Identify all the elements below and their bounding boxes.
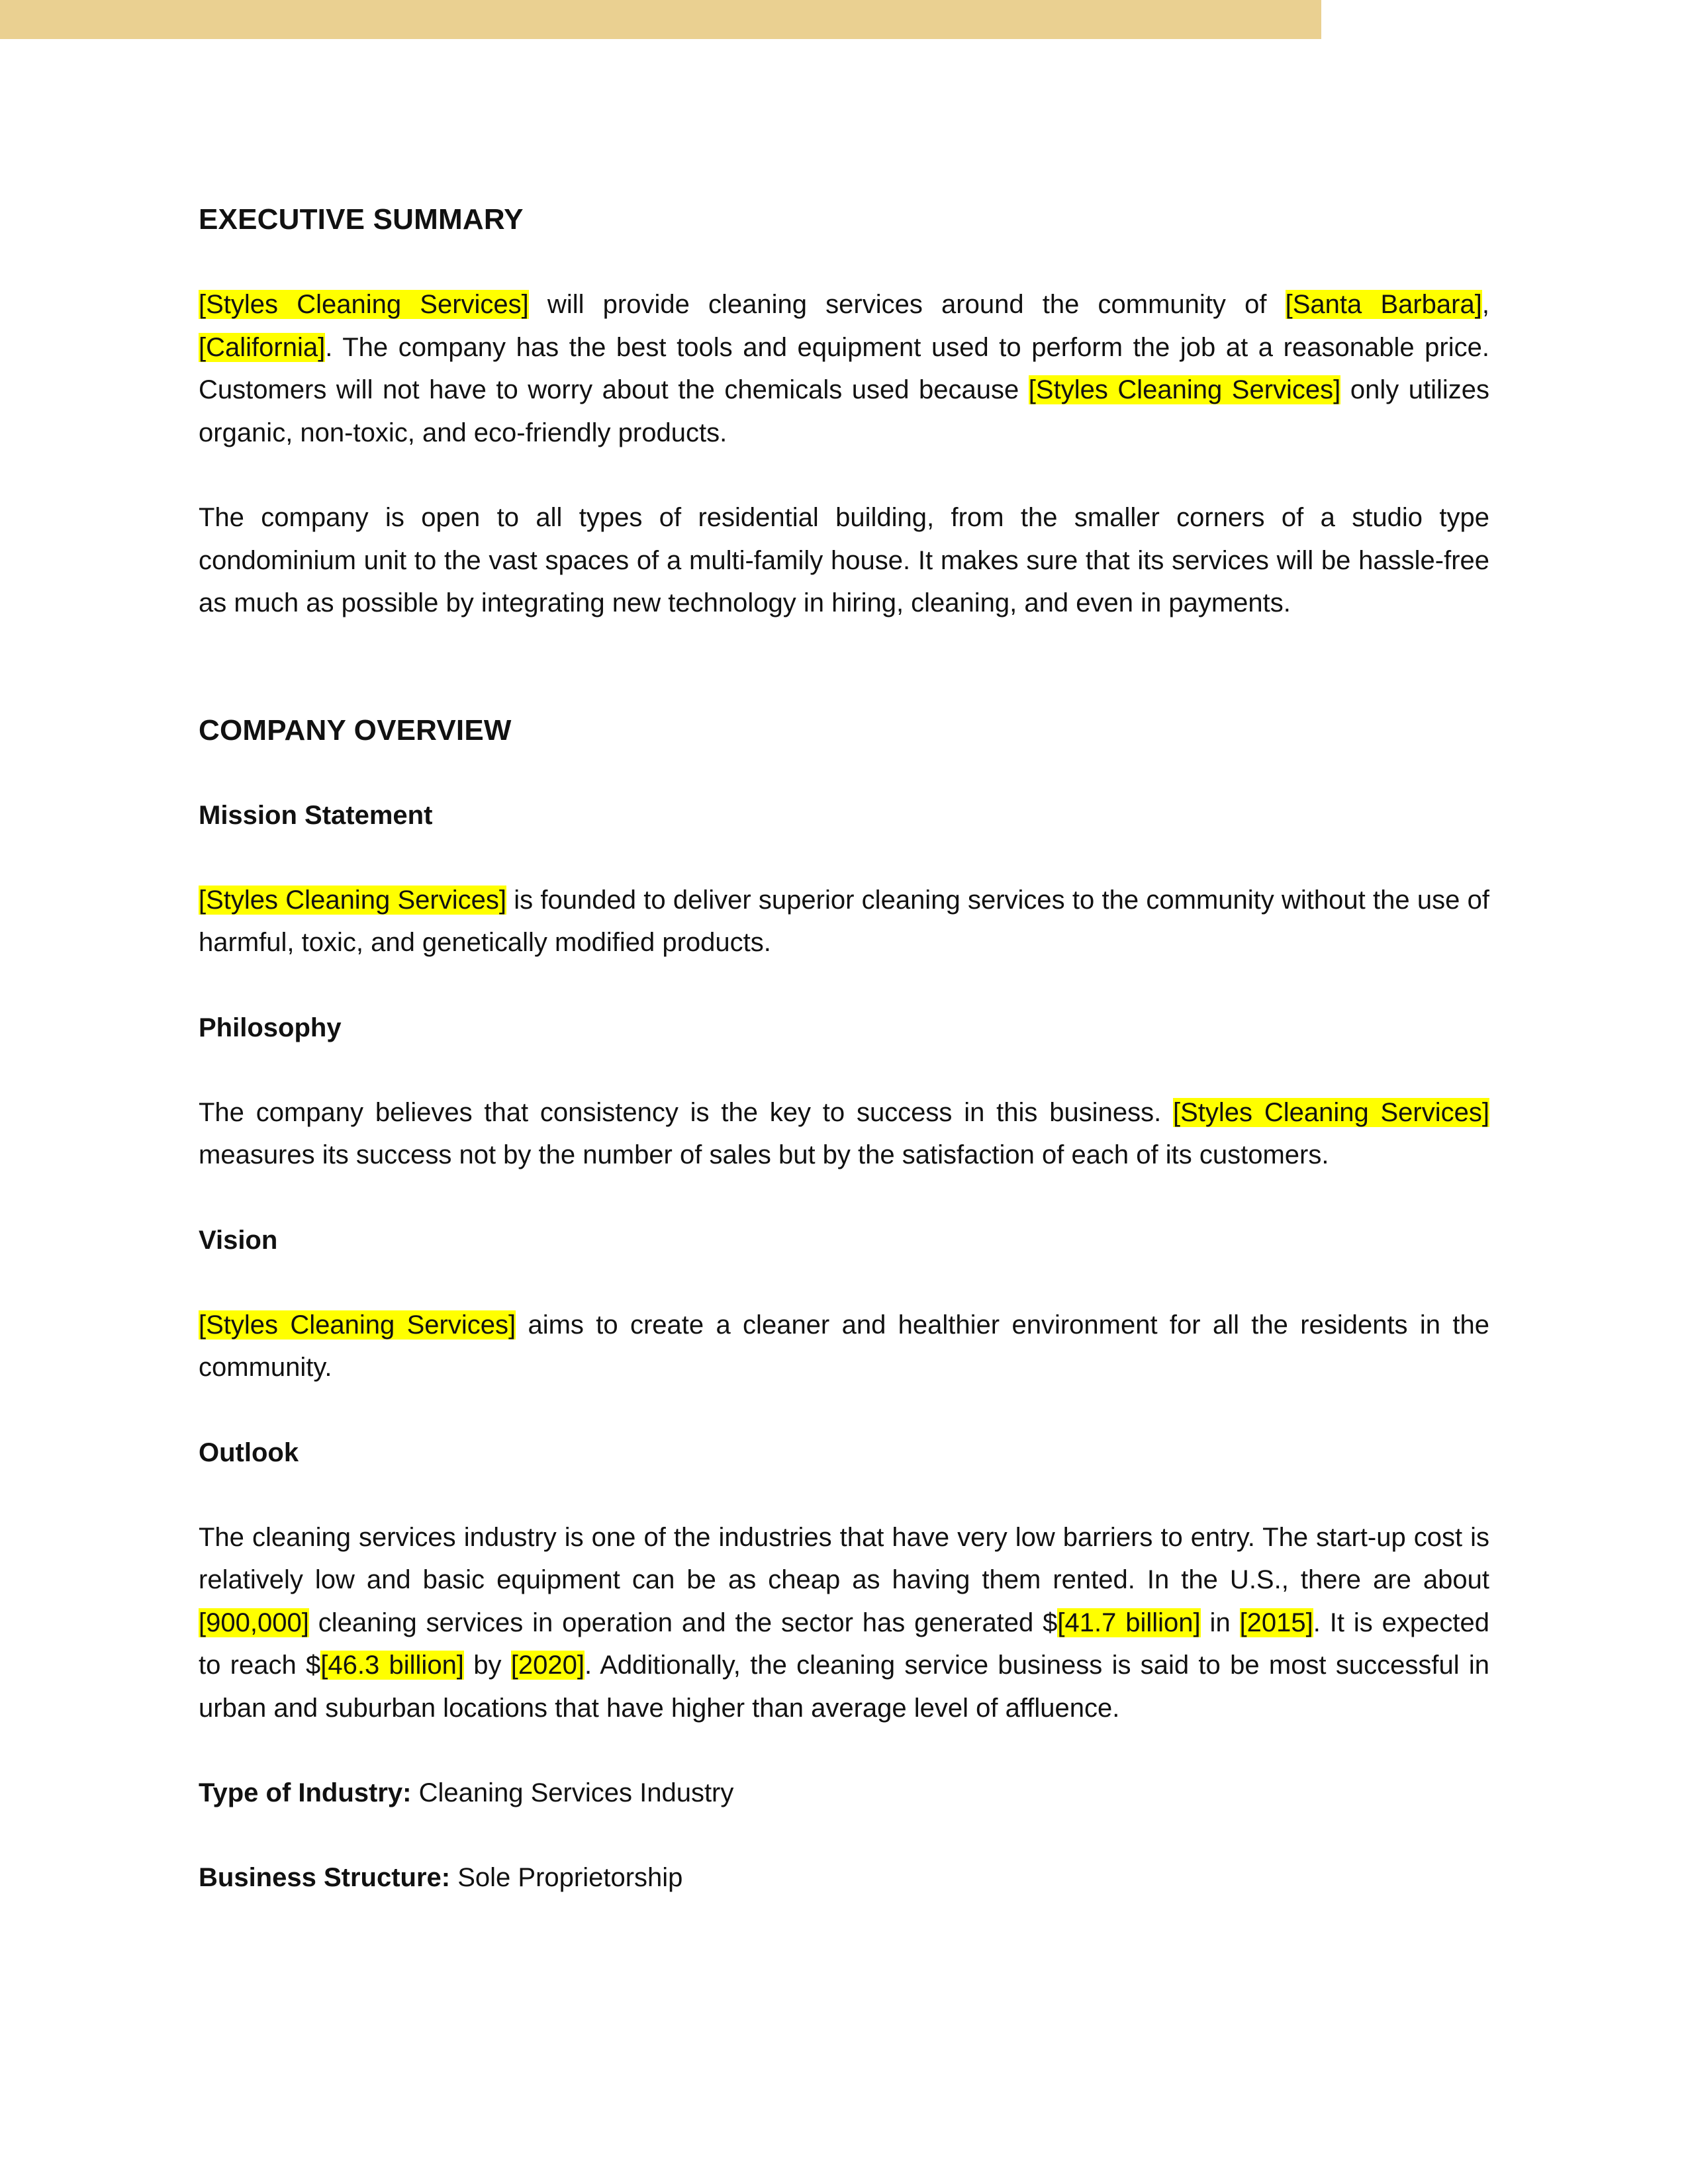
document-body (199, 199, 1489, 1899)
business-structure-value: Sole Proprietorship (450, 1863, 683, 1892)
outlook-paragraph: The cleaning services industry is one of the industries that have very low barriers to entry. The start-up cost is relatively low and basic equipment can be as cheap as having them rented. In the U.S., there are about [900,000] cleaning services in operation and the sector has generated $[41.7 billion] in [2015]. It is expected to reach $[46.3 billion] by [2020]. Additionally, the cleaning service business is said to be most successful in urban and suburban locations that have higher than average level of affluence. (199, 1522, 1490, 1723)
business-count-placeholder: [900,000] (199, 1608, 309, 1637)
year-placeholder: [2020] (510, 1651, 585, 1680)
mission-statement-paragraph: [Styles Cleaning Services] is founded to deliver superior cleaning services to the community without the use of harmful, toxic, and genetically modified products. (199, 885, 1489, 957)
vision-heading: Vision (199, 1225, 278, 1255)
business-structure-line (199, 1856, 1489, 1899)
philosophy-paragraph: The company believes that consistency is the key to success in this business. [Styles Cleaning Services] measures its success not by the number of sales but by the satisfaction of each of its customers. (199, 1097, 1489, 1169)
philosophy-heading: Philosophy (199, 1013, 342, 1042)
executive-summary-paragraph-1: [Styles Cleaning Services] will provide cleaning services around the community of [Santa Barbara], [California]. The company has the best tools and equipment used to perform the job at a reasonable price. Customers will not have to worry about the chemicals used because [Styles Cleaning Services] only utilizes organic, non-toxic, and eco-friendly products. (199, 290, 1490, 447)
projection-placeholder: [46.3 billion] (320, 1651, 464, 1680)
company-name-placeholder: [Styles Cleaning Services] (199, 1310, 516, 1340)
year-placeholder: [2015] (1239, 1608, 1313, 1637)
executive-summary-heading: EXECUTIVE SUMMARY (199, 203, 524, 236)
company-name-placeholder: [Styles Cleaning Services] (199, 885, 506, 915)
industry-type-label: Type of Industry: (199, 1778, 412, 1807)
company-name-placeholder: [Styles Cleaning Services] (1172, 1097, 1489, 1127)
executive-summary-paragraph-2: The company is open to all types of residential building, from the smaller corners of a studio type condominium unit to the vast spaces of a multi-family house. It makes sure that its services will be hassle-free as much as possible by integrating new technology in hiring, cleaning, and even in payments. (199, 503, 1489, 617)
business-structure-label: Business Structure: (199, 1863, 451, 1892)
top-accent-bar (0, 0, 1321, 39)
industry-type-value: Cleaning Services Industry (411, 1778, 734, 1807)
company-name-placeholder: [Styles Cleaning Services] (1028, 375, 1341, 404)
company-overview-heading: COMPANY OVERVIEW (199, 713, 512, 747)
vision-paragraph: [Styles Cleaning Services] aims to create a cleaner and healthier environment for all the residents in the community. (199, 1310, 1489, 1382)
state-placeholder: [California] (199, 332, 326, 362)
revenue-placeholder: [41.7 billion] (1057, 1608, 1201, 1637)
mission-statement-heading: Mission Statement (199, 800, 433, 830)
industry-type-line (199, 1772, 1489, 1814)
company-name-placeholder: [Styles Cleaning Services] (199, 290, 529, 319)
outlook-heading: Outlook (199, 1437, 299, 1467)
city-placeholder: [Santa Barbara] (1285, 290, 1482, 319)
